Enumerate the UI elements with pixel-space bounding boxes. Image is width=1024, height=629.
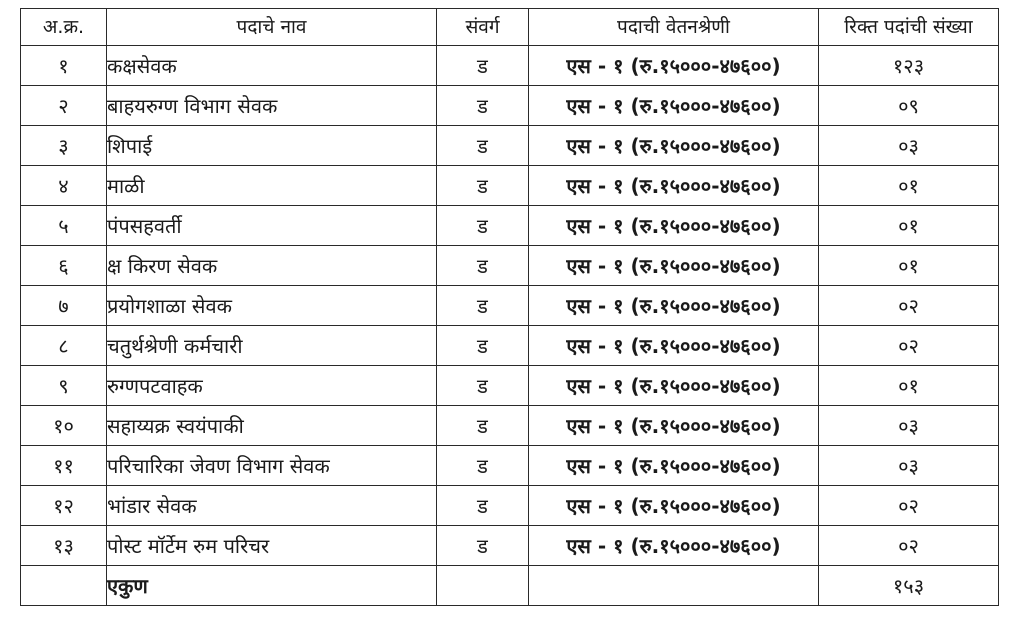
serial-cell: १३	[21, 526, 107, 566]
post-name-cell: पंपसहवर्ती	[107, 206, 437, 246]
vacancies-cell: ०९	[819, 86, 999, 126]
pay-scale-cell: एस - १ (रु.१५०००-४७६००)	[529, 206, 819, 246]
cadre-cell: ड	[437, 166, 529, 206]
header-cadre: संवर्ग	[437, 9, 529, 46]
total-row	[21, 566, 999, 606]
cadre-cell: ड	[437, 486, 529, 526]
post-name-cell: प्रयोगशाळा सेवक	[107, 286, 437, 326]
serial-cell: ११	[21, 446, 107, 486]
serial-cell: १०	[21, 406, 107, 446]
vacancies-cell: ०२	[819, 286, 999, 326]
vacancies-cell: ०३	[819, 446, 999, 486]
table-header-row	[21, 9, 999, 46]
pay-scale-cell: एस - १ (रु.१५०००-४७६००)	[529, 126, 819, 166]
vacancies-cell: ०१	[819, 366, 999, 406]
pay-scale-cell: एस - १ (रु.१५०००-४७६००)	[529, 406, 819, 446]
cadre-cell: ड	[437, 526, 529, 566]
pay-scale-cell: एस - १ (रु.१५०००-४७६००)	[529, 366, 819, 406]
post-name-cell: बाहयरुग्ण विभाग सेवक	[107, 86, 437, 126]
post-name-cell: शिपाई	[107, 126, 437, 166]
pay-scale-cell: एस - १ (रु.१५०००-४७६००)	[529, 246, 819, 286]
cadre-cell: ड	[437, 206, 529, 246]
vacancies-cell: ०२	[819, 486, 999, 526]
header-serial: अ.क्र.	[21, 9, 107, 46]
total-cadre-cell	[437, 566, 529, 606]
table-row	[21, 326, 999, 366]
cadre-cell: ड	[437, 326, 529, 366]
vacancies-cell: ०२	[819, 526, 999, 566]
table-row	[21, 46, 999, 86]
serial-cell: १२	[21, 486, 107, 526]
table-row	[21, 446, 999, 486]
pay-scale-cell: एस - १ (रु.१५०००-४७६००)	[529, 166, 819, 206]
header-pay-scale: पदाची वेतनश्रेणी	[529, 9, 819, 46]
post-name-cell: माळी	[107, 166, 437, 206]
cadre-cell: ड	[437, 86, 529, 126]
pay-scale-cell: एस - १ (रु.१५०००-४७६००)	[529, 86, 819, 126]
serial-cell: ५	[21, 206, 107, 246]
pay-scale-cell: एस - १ (रु.१५०००-४७६००)	[529, 46, 819, 86]
serial-cell: ७	[21, 286, 107, 326]
serial-cell: ६	[21, 246, 107, 286]
table-row	[21, 126, 999, 166]
vacancy-table	[20, 8, 999, 606]
serial-cell: १	[21, 46, 107, 86]
cadre-cell: ड	[437, 286, 529, 326]
table-row	[21, 406, 999, 446]
serial-cell: २	[21, 86, 107, 126]
serial-cell: ८	[21, 326, 107, 366]
table-row	[21, 86, 999, 126]
post-name-cell: चतुर्थश्रेणी कर्मचारी	[107, 326, 437, 366]
header-post-name: पदाचे नाव	[107, 9, 437, 46]
pay-scale-cell: एस - १ (रु.१५०००-४७६००)	[529, 286, 819, 326]
vacancies-cell: १२३	[819, 46, 999, 86]
table-row	[21, 206, 999, 246]
cadre-cell: ड	[437, 406, 529, 446]
vacancies-cell: ०३	[819, 406, 999, 446]
cadre-cell: ड	[437, 446, 529, 486]
total-serial-cell	[21, 566, 107, 606]
cadre-cell: ड	[437, 126, 529, 166]
total-vacancies: १५३	[819, 566, 999, 606]
cadre-cell: ड	[437, 46, 529, 86]
post-name-cell: पोस्ट मॉर्टेम रुम परिचर	[107, 526, 437, 566]
pay-scale-cell: एस - १ (रु.१५०००-४७६००)	[529, 526, 819, 566]
table-row	[21, 526, 999, 566]
post-name-cell: रुग्णपटवाहक	[107, 366, 437, 406]
cadre-cell: ड	[437, 366, 529, 406]
post-name-cell: सहाय्यक्र स्वयंपाकी	[107, 406, 437, 446]
total-label: एकुण	[107, 566, 437, 606]
table-row	[21, 286, 999, 326]
vacancies-cell: ०१	[819, 166, 999, 206]
total-pay-scale-cell	[529, 566, 819, 606]
serial-cell: ३	[21, 126, 107, 166]
vacancies-cell: ०१	[819, 246, 999, 286]
pay-scale-cell: एस - १ (रु.१५०००-४७६००)	[529, 486, 819, 526]
vacancies-cell: ०३	[819, 126, 999, 166]
pay-scale-cell: एस - १ (रु.१५०००-४७६००)	[529, 326, 819, 366]
table-row	[21, 366, 999, 406]
vacancies-cell: ०१	[819, 206, 999, 246]
post-name-cell: भांडार सेवक	[107, 486, 437, 526]
cadre-cell: ड	[437, 246, 529, 286]
table-row	[21, 166, 999, 206]
serial-cell: ४	[21, 166, 107, 206]
post-name-cell: क्ष किरण सेवक	[107, 246, 437, 286]
table-row	[21, 486, 999, 526]
vacancies-cell: ०२	[819, 326, 999, 366]
header-vacancies: रिक्त पदांची संख्या	[819, 9, 999, 46]
post-name-cell: कक्षसेवक	[107, 46, 437, 86]
serial-cell: ९	[21, 366, 107, 406]
pay-scale-cell: एस - १ (रु.१५०००-४७६००)	[529, 446, 819, 486]
post-name-cell: परिचारिका जेवण विभाग सेवक	[107, 446, 437, 486]
table-row	[21, 246, 999, 286]
